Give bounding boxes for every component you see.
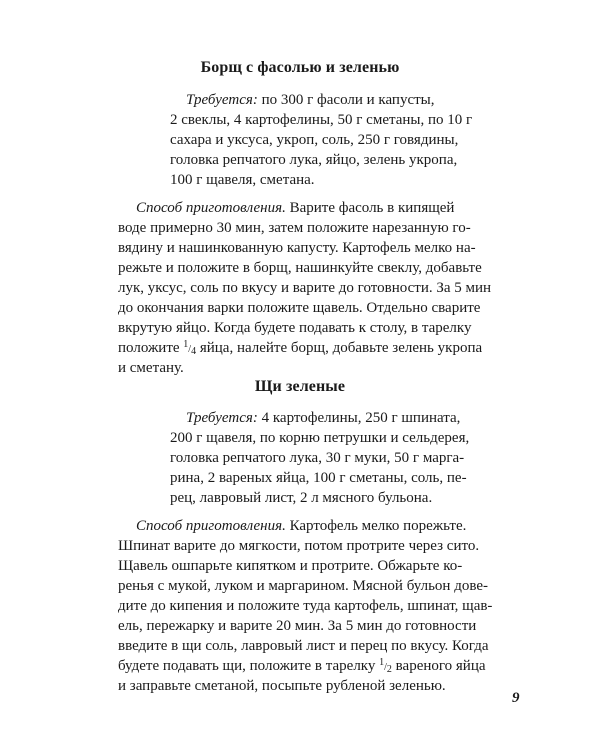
ingredients-label: Требуется: <box>186 92 258 108</box>
method-label: Способ приготовления. <box>136 518 286 534</box>
method-line: Шпинат варите до мягкости, потом протрите через сито. <box>118 538 480 554</box>
method-line: режьте и положите в борщ, нашинкуйте свеклу, добавьте <box>118 260 482 276</box>
ingredients-line: рина, 2 вареных яйца, 100 г сметаны, соль, пе- <box>170 470 467 486</box>
ingredients-line: Требуется: по 300 г фасоли и капусты, <box>186 92 435 108</box>
ingredients-line: сахара и уксуса, укроп, соль, 250 г говядины, <box>170 132 459 148</box>
method-line: Способ приготовления. Картофель мелко порежьте. <box>136 518 467 534</box>
method-line: будете подавать щи, положите в тарелку 1/2 вареного яйца <box>118 657 486 675</box>
ingredients-line: головка репчатого лука, 30 г муки, 50 г марга- <box>170 450 465 466</box>
recipe-title-shchi: Щи зеленые <box>254 378 346 395</box>
fraction-quarter: 1/4 <box>183 339 197 357</box>
ingredients-line: 100 г щавеля, сметана. <box>170 172 315 188</box>
ingredients-line: 200 г щавеля, по корню петрушки и сельдерея, <box>170 430 470 446</box>
fraction-half: 1/2 <box>379 657 392 675</box>
method-label: Способ приготовления. <box>136 200 286 216</box>
method-line: ель, пережарку и варите 20 мин. За 5 мин до готовности <box>118 618 477 634</box>
ingredients-line: рец, лавровый лист, 2 л мясного бульона. <box>170 490 433 506</box>
method-line: и сметану. <box>118 360 184 376</box>
method-line: воде примерно 30 мин, затем положите нарезанную го- <box>118 220 471 236</box>
method-line: до окончания варки положите щавель. Отдельно сварите <box>118 300 481 316</box>
page-number: 9 <box>512 690 520 706</box>
recipe-title-borsch: Борщ с фасолью и зеленью <box>200 59 400 76</box>
ingredients-label: Требуется: <box>186 410 258 426</box>
method-line: и заправьте сметаной, посыпьте рубленой зеленью. <box>118 678 446 694</box>
method-line: ренья с мукой, луком и маргарином. Мясной бульон дове- <box>118 578 488 594</box>
method-line: лук, уксус, соль по вкусу и варите до готовности. За 5 мин <box>118 280 492 296</box>
method-line: дите до кипения и положите туда картофель, шпинат, щав- <box>118 598 493 614</box>
ingredients-line: Требуется: 4 картофелины, 250 г шпината, <box>186 410 461 426</box>
method-line: введите в щи соль, лавровый лист и перец по вкусу. Когда <box>118 638 489 654</box>
method-line: положите 1/4 яйца, налейте борщ, добавьте зелень укропа <box>118 339 483 357</box>
method-line: вядину и нашинкованную капусту. Картофель мелко на- <box>118 240 476 256</box>
ingredients-line: 2 свеклы, 4 картофелины, 50 г сметаны, по 10 г <box>170 112 473 128</box>
ingredients-line: головка репчатого лука, яйцо, зелень укропа, <box>170 152 458 168</box>
method-line: Способ приготовления. Варите фасоль в кипящей <box>136 200 455 216</box>
method-line: вкрутую яйцо. Когда будете подавать к столу, в тарелку <box>118 320 472 336</box>
method-line: Щавель ошпарьте кипятком и протрите. Обжарьте ко- <box>118 558 463 574</box>
